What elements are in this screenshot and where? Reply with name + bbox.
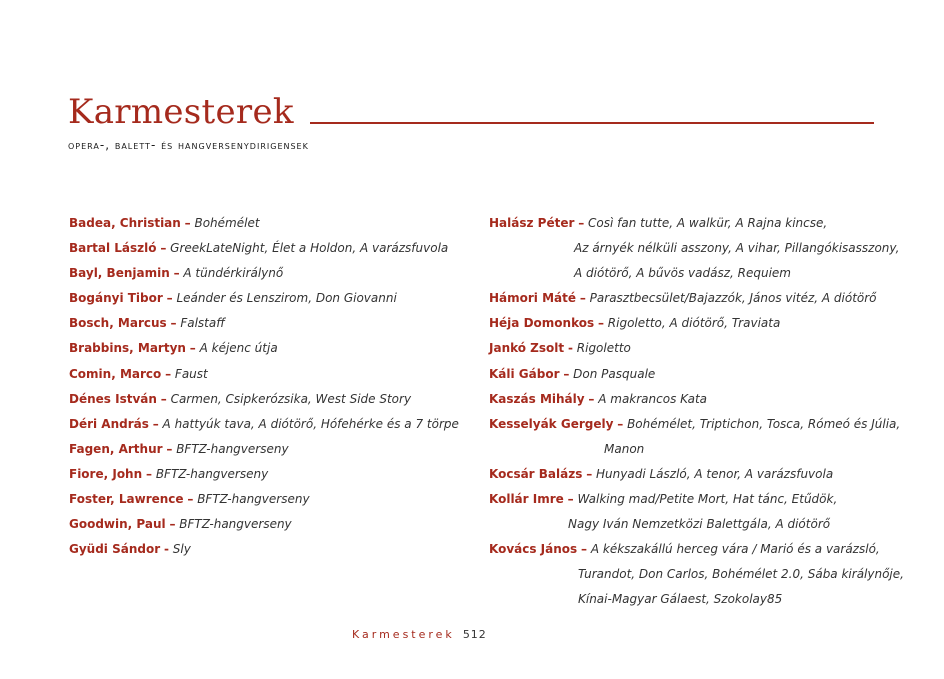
dash-separator: – [581,542,588,557]
conductor-line [69,311,469,336]
page-title: Karmesterek [68,92,294,132]
conductor-name: Kollár Imre [489,492,564,507]
conductor-line [69,261,469,286]
conductor-line [69,437,469,462]
conductor-works: Sly [172,542,191,557]
conductor-entry [489,487,909,537]
conductor-line [489,487,909,512]
conductor-list-right [489,211,909,613]
conductor-entry [69,311,469,336]
conductor-line [69,286,469,311]
conductor-entry [489,537,909,612]
conductor-works: Bohémélet, Triptichon, Tosca, Rómeó és Júlia, [627,416,901,431]
dash-separator: – [567,492,574,507]
conductor-works: A hattyúk tava, A diótörő, Hófehérke és a 7 törpe [162,416,459,431]
conductor-works: Leánder és Lenszirom, Don Giovanni [176,291,397,306]
conductor-line [69,236,469,261]
conductor-name: Kaszás Mihály [489,391,585,406]
conductor-line [69,387,469,412]
conductor-name: Kocsár Balázs [489,466,583,481]
conductor-name: Bogányi Tibor [69,291,163,306]
dash-separator: – [145,466,152,481]
conductor-entry [69,537,469,562]
conductor-name: Héja Domonkos [489,316,595,331]
conductor-name: Gyüdi Sándor [69,542,161,557]
conductor-line [489,311,909,336]
conductor-works: Walking mad/Petite Mort, Hat tánc, Etűdök, [577,492,838,507]
conductor-name: Jankó Zsolt [489,341,565,356]
conductor-works: Bohémélet [194,216,260,230]
dash-separator: – [173,266,180,281]
page-footer [352,628,487,642]
footer-section-label: Karmesterek [352,628,455,641]
conductor-works: Rigoletto [576,341,631,356]
conductor-works: Parasztbecsület/Bajazzók, János vitéz, A diótörő [589,291,877,306]
dash-separator: - [163,542,169,557]
conductor-works: Hunyadi László, A tenor, A varázsfuvola [596,466,834,481]
conductor-line [69,336,469,361]
conductor-works: Così fan tutte, A walkür, A Rajna kincse, [588,216,828,230]
conductor-entry [69,336,469,361]
dash-separator: – [166,441,173,456]
conductor-name: Badea, Christian [69,216,181,230]
conductor-name: Kovács János [489,542,578,557]
dash-separator: – [160,241,167,256]
conductor-name: Goodwin, Paul [69,517,166,532]
conductor-line [489,462,909,487]
dash-separator: – [165,366,172,381]
conductor-line [69,211,469,236]
dash-separator: – [184,216,191,230]
conductor-name: Bayl, Benjamin [69,266,170,281]
dash-separator: – [160,391,167,406]
dash-separator: – [597,316,604,331]
conductor-entry [69,236,469,261]
conductor-entry [489,362,909,387]
conductor-name: Káli Gábor [489,366,560,381]
conductor-line [489,537,909,562]
conductor-works: A makrancos Kata [598,391,708,406]
conductor-works: BFTZ-hangverseny [197,492,310,507]
conductor-line [489,211,909,236]
conductor-line [489,362,909,387]
conductor-works-continuation: Az árnyék nélküli asszony, A vihar, Pillangókisasszony, [574,241,900,256]
title-row [68,92,874,132]
dash-separator: – [187,492,194,507]
conductor-name: Kesselyák Gergely [489,416,614,431]
conductor-works-continuation: A diótörő, A bűvös vadász, Requiem [574,266,791,281]
conductor-works-continuation: Turandot, Don Carlos, Bohémélet 2.0, Sába királynője, [578,567,904,582]
dash-separator: – [563,366,570,381]
conductor-name: Halász Péter [489,216,575,230]
conductor-name: Dénes István [69,391,157,406]
dash-separator: – [586,466,593,481]
conductor-entry [69,387,469,412]
page-subtitle: opera-, balett- és hangversenydirigensek [68,138,309,152]
dash-separator: – [578,216,585,230]
conductor-name: Brabbins, Martyn [69,341,186,356]
dash-separator: – [189,341,196,356]
conductor-line [489,387,909,412]
conductor-entry [489,412,909,462]
title-rule [310,122,874,124]
conductor-name: Bartal László [69,241,157,256]
conductor-line [69,537,469,562]
conductor-entry [69,211,469,236]
dash-separator: - [567,341,573,356]
conductor-entry [69,412,469,437]
page-number: 512 [462,628,487,641]
conductor-name: Bosch, Marcus [69,316,167,331]
conductor-line [489,412,909,437]
conductor-works: Faust [174,366,208,381]
conductor-entry [69,437,469,462]
conductor-works: GreekLateNight, Élet a Holdon, A varázsfuvola [170,241,449,256]
conductor-entry [489,286,909,311]
conductor-line [69,462,469,487]
conductor-entry [69,362,469,387]
conductor-line [489,286,909,311]
conductor-line [489,336,909,361]
conductor-works: BFTZ-hangverseny [179,517,292,532]
conductor-entry [69,512,469,537]
conductor-works: Rigoletto, A diótörő, Traviata [607,316,781,331]
dash-separator: – [170,316,177,331]
conductor-entry [489,462,909,487]
conductor-name: Fagen, Arthur [69,441,163,456]
conductor-name: Comin, Marco [69,366,162,381]
conductor-entry [69,261,469,286]
dash-separator: – [152,416,159,431]
conductor-works: BFTZ-hangverseny [155,466,269,481]
conductor-line [69,412,469,437]
conductor-entry [69,286,469,311]
conductor-name: Fiore, John [69,466,143,481]
conductor-works: A kéjenc útja [199,341,278,356]
conductor-entry [69,487,469,512]
conductor-name: Foster, Lawrence [69,492,184,507]
dash-separator: – [169,517,176,532]
conductor-works: Falstaff [180,316,225,331]
conductor-works-continuation: Nagy Iván Nemzetközi Balettgála, A diótörő [568,517,831,532]
conductor-works: A tündérkirálynő [183,266,284,281]
conductor-list-left [69,211,469,562]
conductor-entry [489,311,909,336]
conductor-works: A kékszakállú herceg vára / Marió és a varázsló, [590,542,880,557]
dash-separator: – [617,416,624,431]
conductor-entry [489,336,909,361]
conductor-name: Déri András [69,416,149,431]
conductor-entry [489,387,909,412]
conductor-entry [489,211,909,286]
conductor-line [69,487,469,512]
conductor-works-continuation: Manon [604,441,645,456]
dash-separator: – [166,291,173,306]
dash-separator: – [579,291,586,306]
conductor-works-continuation: Kínai-Magyar Gálaest, Szokolay85 [578,592,783,607]
dash-separator: – [588,391,595,406]
conductor-works: BFTZ-hangverseny [176,441,289,456]
conductor-line [69,512,469,537]
conductor-entry [69,462,469,487]
conductor-name: Hámori Máté [489,291,577,306]
conductor-line [69,362,469,387]
conductor-works: Don Pasquale [573,366,656,381]
conductor-works: Carmen, Csipkerózsika, West Side Story [170,391,412,406]
